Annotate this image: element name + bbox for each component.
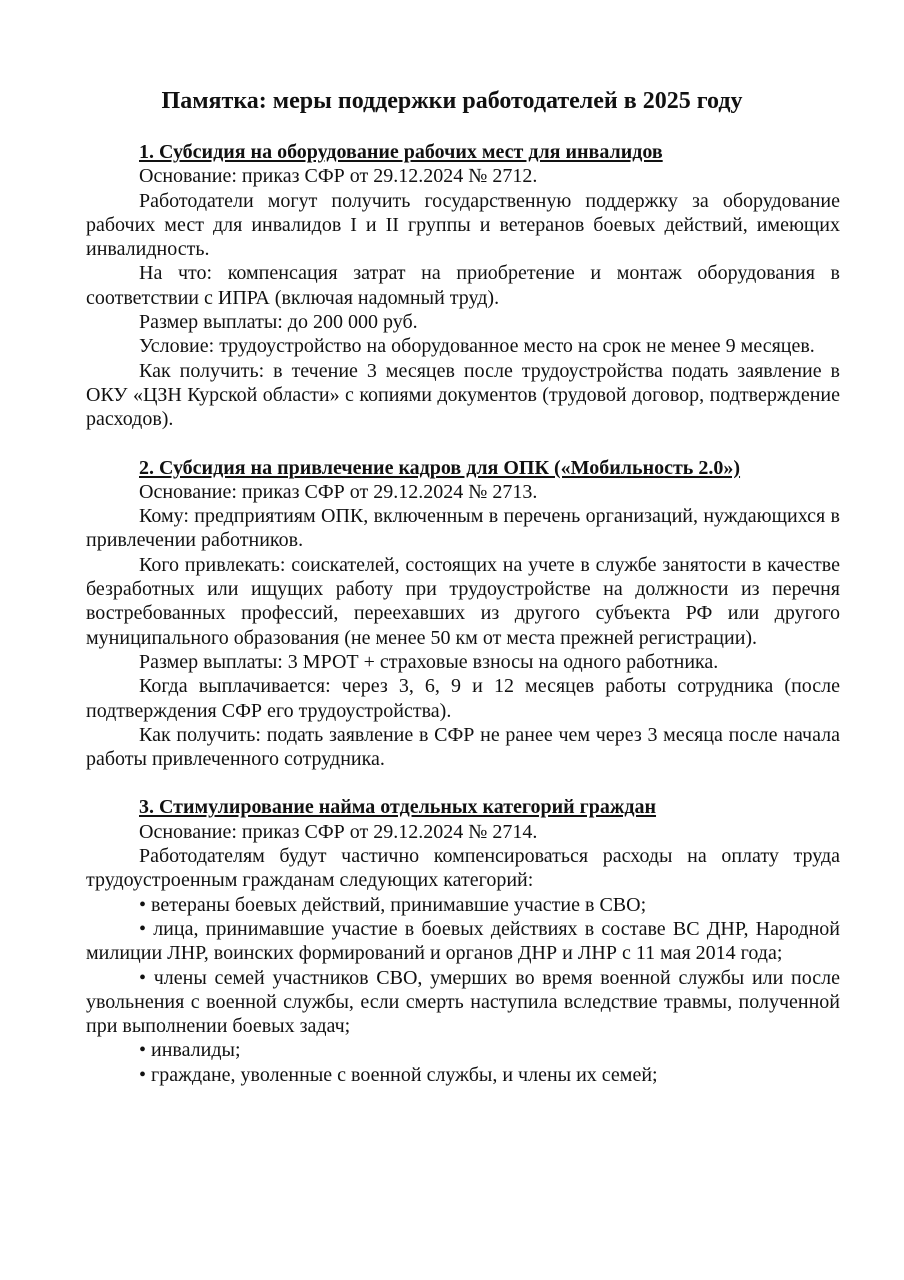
paragraph: Работодатели могут получить государственную поддержку за оборудование рабочих мест для инвалидов I и II группы и ветеранов боевых действий, имеющих инвалидность. [86, 189, 840, 261]
section-spacer [86, 771, 840, 795]
section-heading: 3. Стимулирование найма отдельных категорий граждан [139, 796, 657, 819]
section-heading: 2. Субсидия на привлечение кадров для ОПК («Мобильность 2.0») [139, 456, 741, 479]
paragraph: Когда выплачивается: через 3, 6, 9 и 12 месяцев работы сотрудника (после подтверждения СФР его трудоустройства). [86, 675, 840, 722]
paragraph: Основание: приказ СФР от 29.12.2024 № 2714. [139, 820, 538, 843]
paragraph: Размер выплаты: до 200 000 руб. [139, 311, 418, 334]
section-3 [86, 795, 840, 1087]
bullet-item: • граждане, уволенные с военной службы, и члены их семей; [139, 1063, 658, 1086]
paragraph: Работодателям будут частично компенсироваться расходы на оплату труда трудоустроенным гражданам следующих категорий: [86, 845, 840, 892]
bullet-item: • инвалиды; [139, 1039, 241, 1062]
document-body [86, 140, 840, 1087]
section-1 [86, 140, 840, 432]
paragraph: Как получить: подать заявление в СФР не ранее чем через 3 месяца после начала работы привлеченного сотрудника. [86, 723, 840, 771]
paragraph: Основание: приказ СФР от 29.12.2024 № 2713. [139, 480, 538, 503]
section-heading: 1. Субсидия на оборудование рабочих мест для инвалидов [139, 141, 663, 163]
paragraph: Основание: приказ СФР от 29.12.2024 № 2712. [139, 165, 538, 188]
paragraph: Кому: предприятиям ОПК, включенным в перечень организаций, нуждающихся в привлечении работников. [86, 505, 840, 552]
document-title: Памятка: меры поддержки работодателей в 2025 году [161, 88, 743, 114]
paragraph: Кого привлекать: соискателей, состоящих на учете в службе занятости в качестве безработных или ищущих работу при трудоустройстве на должности из перечня востребованных профессий, переехавших из другого субъекта РФ или другого муниципального образования (не менее 50 км от места прежней регистрации). [86, 553, 840, 649]
bullet-item: • лица, принимавшие участие в боевых действиях в составе ВС ДНР, Народной милиции ЛНР, воинских формирований и органов ДНР и ЛНР с 11 мая 2014 года; [86, 917, 840, 965]
bullet-item: • ветераны боевых действий, принимавшие участие в СВО; [139, 893, 647, 916]
section-spacer [86, 432, 840, 456]
paragraph: На что: компенсация затрат на приобретение и монтаж оборудования в соответствии с ИПРА (включая надомный труд). [86, 262, 840, 309]
bullet-item: • члены семей участников СВО, умерших во время военной службы или после увольнения с военной службы, если смерть наступила вследствие травмы, полученной при выполнении боевых задач; [86, 966, 840, 1038]
paragraph: Условие: трудоустройство на оборудованное место на срок не менее 9 месяцев. [139, 335, 815, 358]
paragraph: Как получить: в течение 3 месяцев после трудоустройства подать заявление в ОКУ «ЦЗН Курской области» с копиями документов (трудовой договор, подтверждение расходов). [86, 359, 840, 431]
section-2 [86, 456, 840, 772]
paragraph: Размер выплаты: 3 МРОТ + страховые взносы на одного работника. [139, 650, 719, 673]
